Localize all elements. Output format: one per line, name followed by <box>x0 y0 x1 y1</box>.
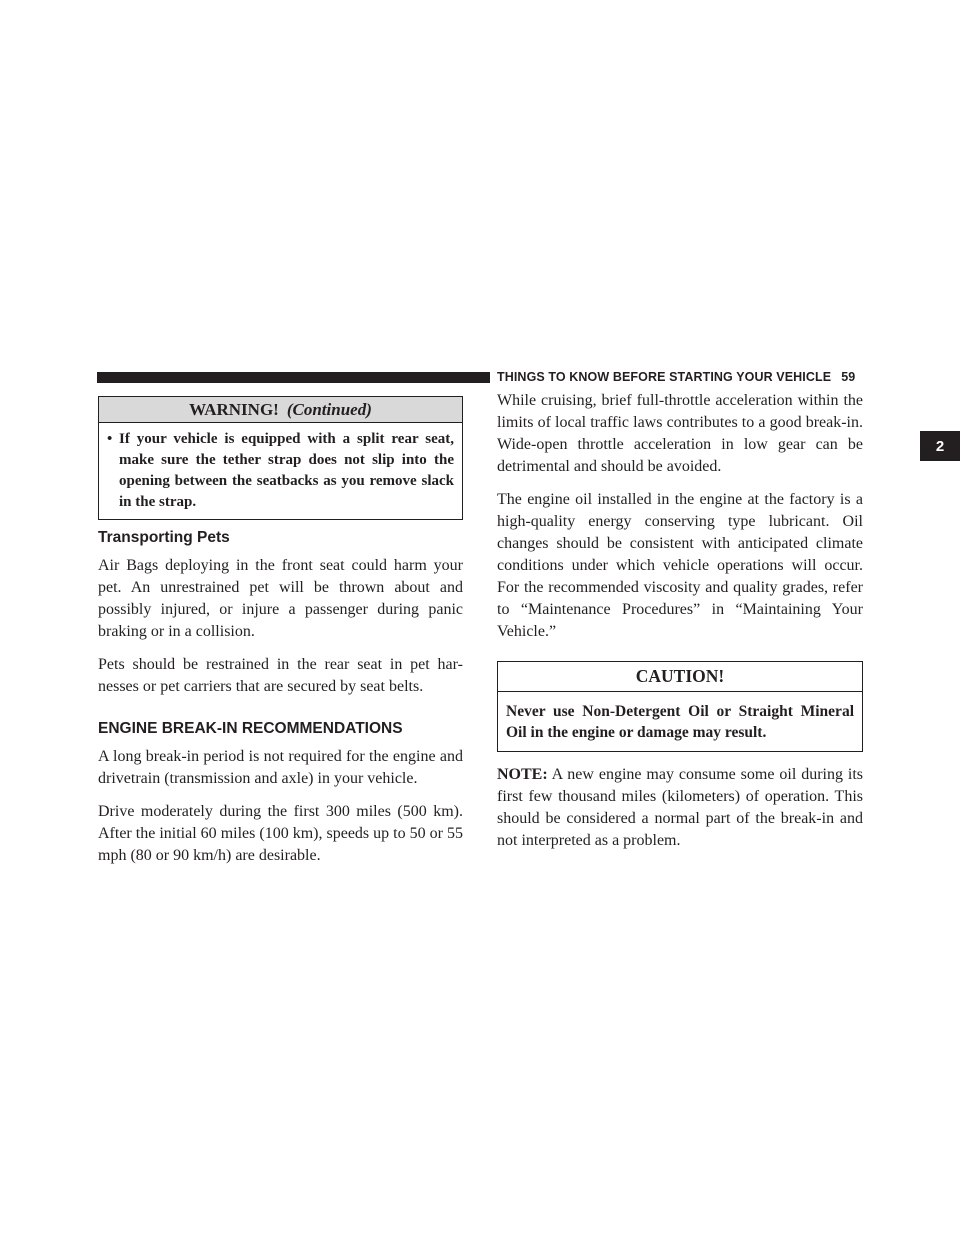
warning-header <box>99 397 462 423</box>
pets-heading: Transporting Pets <box>98 529 230 546</box>
header-rule <box>97 372 490 383</box>
warning-bullet-text: If your vehicle is equipped with a split rear seat, make sure the tether strap does not slip into the opening between the seatbacks as you remove slack in the strap. <box>119 431 454 510</box>
page-number: 59 <box>841 370 856 384</box>
warning-box <box>98 396 463 520</box>
note-text: A new engine may consume some oil during its first few thousand miles (kilometers) of operation. This should be considered a normal part of the break-in and not interpreted as a problem. <box>497 766 863 849</box>
caution-title: CAUTION! <box>498 662 862 692</box>
pets-paragraph-1: Air Bags deploying in the front seat could harm your pet. An unrestrained pet will be thrown about and possibly injured, or injure a passenger during panic braking or in a collision. <box>98 557 463 640</box>
breakin-paragraph-2: Drive moderately during the first 300 miles (500 km). After the initial 60 miles (100 km), speeds up to 50 or 55 mph (80 or 90 km/h) are desirable. <box>98 803 463 864</box>
warning-bullet-item <box>107 429 454 513</box>
caution-text: Never use Non-Detergent Oil or Straight Mineral Oil in the engine or damage may result. <box>506 703 854 741</box>
warning-body <box>99 423 462 519</box>
left-column <box>98 396 463 878</box>
breakin-paragraph-1: A long break-in period is not required for the engine and drivetrain (transmission and axle) in your vehicle. <box>98 748 463 787</box>
note-label: NOTE: <box>497 766 548 783</box>
right-column <box>497 390 863 863</box>
warning-continued: (Continued) <box>286 400 372 419</box>
pets-paragraph-2: Pets should be restrained in the rear seat in pet har-nesses or pet carriers that are secured by seat belts. <box>98 656 463 695</box>
chapter-tab: 2 <box>920 431 960 461</box>
cruising-paragraph: While cruising, brief full-throttle acceleration within the limits of local traffic laws contributes to a good break-in. Wide-open throttle acceleration in low gear can be detrimental and should be avoided. <box>497 392 863 475</box>
engine-oil-paragraph: The engine oil installed in the engine at the factory is a high-quality energy conserving type lubricant. Oil changes should be consistent with anticipated climate conditions under which vehicle operations will occur. For the recommended viscosity and quality grades, refer to “Maintenance Procedures” in “Maintaining Your Vehicle.” <box>497 491 863 640</box>
warning-title: WARNING! <box>189 400 279 419</box>
note-paragraph <box>497 764 863 852</box>
breakin-heading: ENGINE BREAK-IN RECOMMENDATIONS <box>98 720 403 737</box>
bullet-icon: • <box>107 431 113 447</box>
header-title: THINGS TO KNOW BEFORE STARTING YOUR VEHICLE <box>497 370 832 384</box>
caution-box <box>497 661 863 752</box>
running-header <box>497 368 865 386</box>
